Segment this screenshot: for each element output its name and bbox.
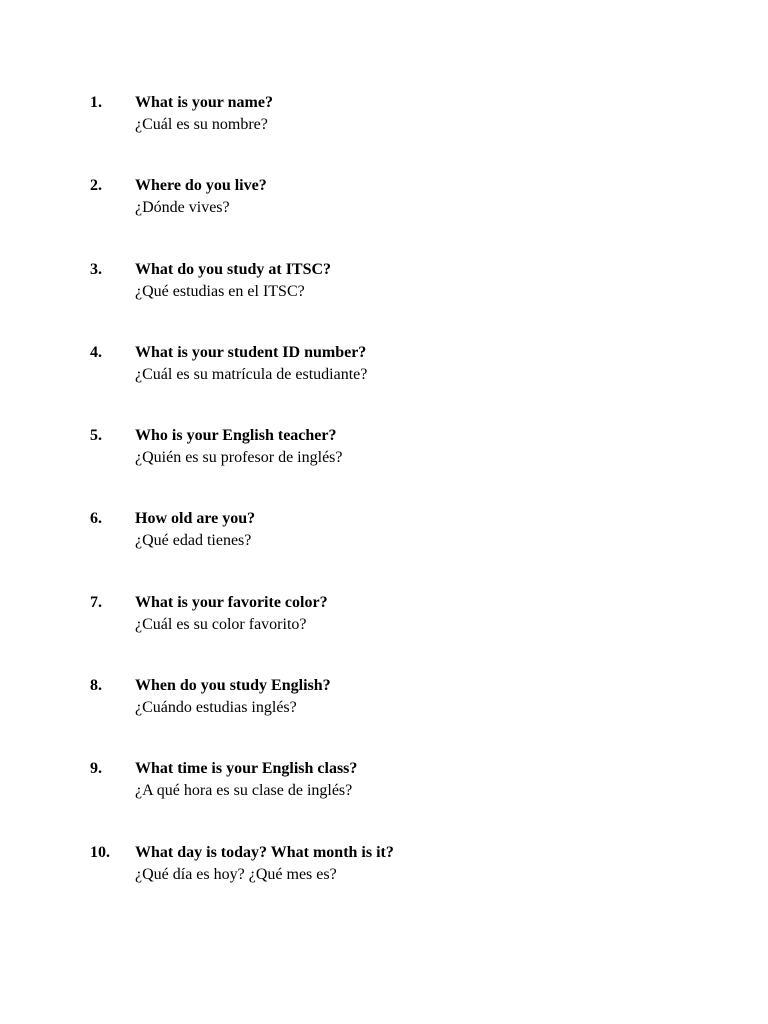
- question-spanish: ¿Cuál es su nombre?: [135, 116, 268, 133]
- question-number: 3.: [90, 260, 102, 278]
- question-spanish: ¿Cuándo estudias inglés?: [135, 699, 297, 717]
- question-english: What do you study at ITSC?: [135, 260, 332, 278]
- question-item: [0, 842, 768, 925]
- question-number: 8.: [90, 677, 102, 695]
- question-english: What time is your English class?: [135, 760, 358, 778]
- question-number: 2.: [90, 177, 102, 195]
- question-english: What is your student ID number?: [135, 343, 367, 361]
- question-number: 10.: [90, 843, 110, 861]
- question-english: Where do you live?: [135, 177, 267, 195]
- question-item: [0, 508, 768, 591]
- question-number: 7.: [90, 593, 102, 611]
- question-item: [0, 758, 768, 841]
- question-number: 6.: [90, 510, 102, 528]
- question-item: [0, 675, 768, 758]
- question-spanish: ¿Dónde vives?: [135, 199, 230, 217]
- question-item: [0, 92, 768, 175]
- question-english: Who is your English teacher?: [135, 427, 337, 445]
- question-list: [0, 92, 768, 925]
- question-spanish: ¿Cuál es su color favorito?: [135, 615, 307, 633]
- question-number: 9.: [90, 760, 102, 778]
- question-spanish: ¿A qué hora es su clase de inglés?: [135, 782, 353, 800]
- question-item: [0, 425, 768, 508]
- question-item: [0, 342, 768, 425]
- question-english: When do you study English?: [135, 677, 331, 695]
- question-english: What is your name?: [135, 94, 273, 111]
- question-number: 5.: [90, 427, 102, 445]
- question-english: What day is today? What month is it?: [135, 843, 394, 861]
- question-item: [0, 175, 768, 258]
- question-number: 4.: [90, 343, 102, 361]
- question-number: 1.: [90, 94, 102, 111]
- question-english: What is your favorite color?: [135, 593, 328, 611]
- question-item: [0, 259, 768, 342]
- question-spanish: ¿Qué estudias en el ITSC?: [135, 282, 305, 300]
- question-spanish: ¿Quién es su profesor de inglés?: [135, 449, 343, 467]
- question-spanish: ¿Qué día es hoy? ¿Qué mes es?: [135, 865, 337, 883]
- question-english: How old are you?: [135, 510, 256, 528]
- question-spanish: ¿Qué edad tienes?: [135, 532, 252, 550]
- question-item: [0, 592, 768, 675]
- question-spanish: ¿Cuál es su matrícula de estudiante?: [135, 365, 368, 383]
